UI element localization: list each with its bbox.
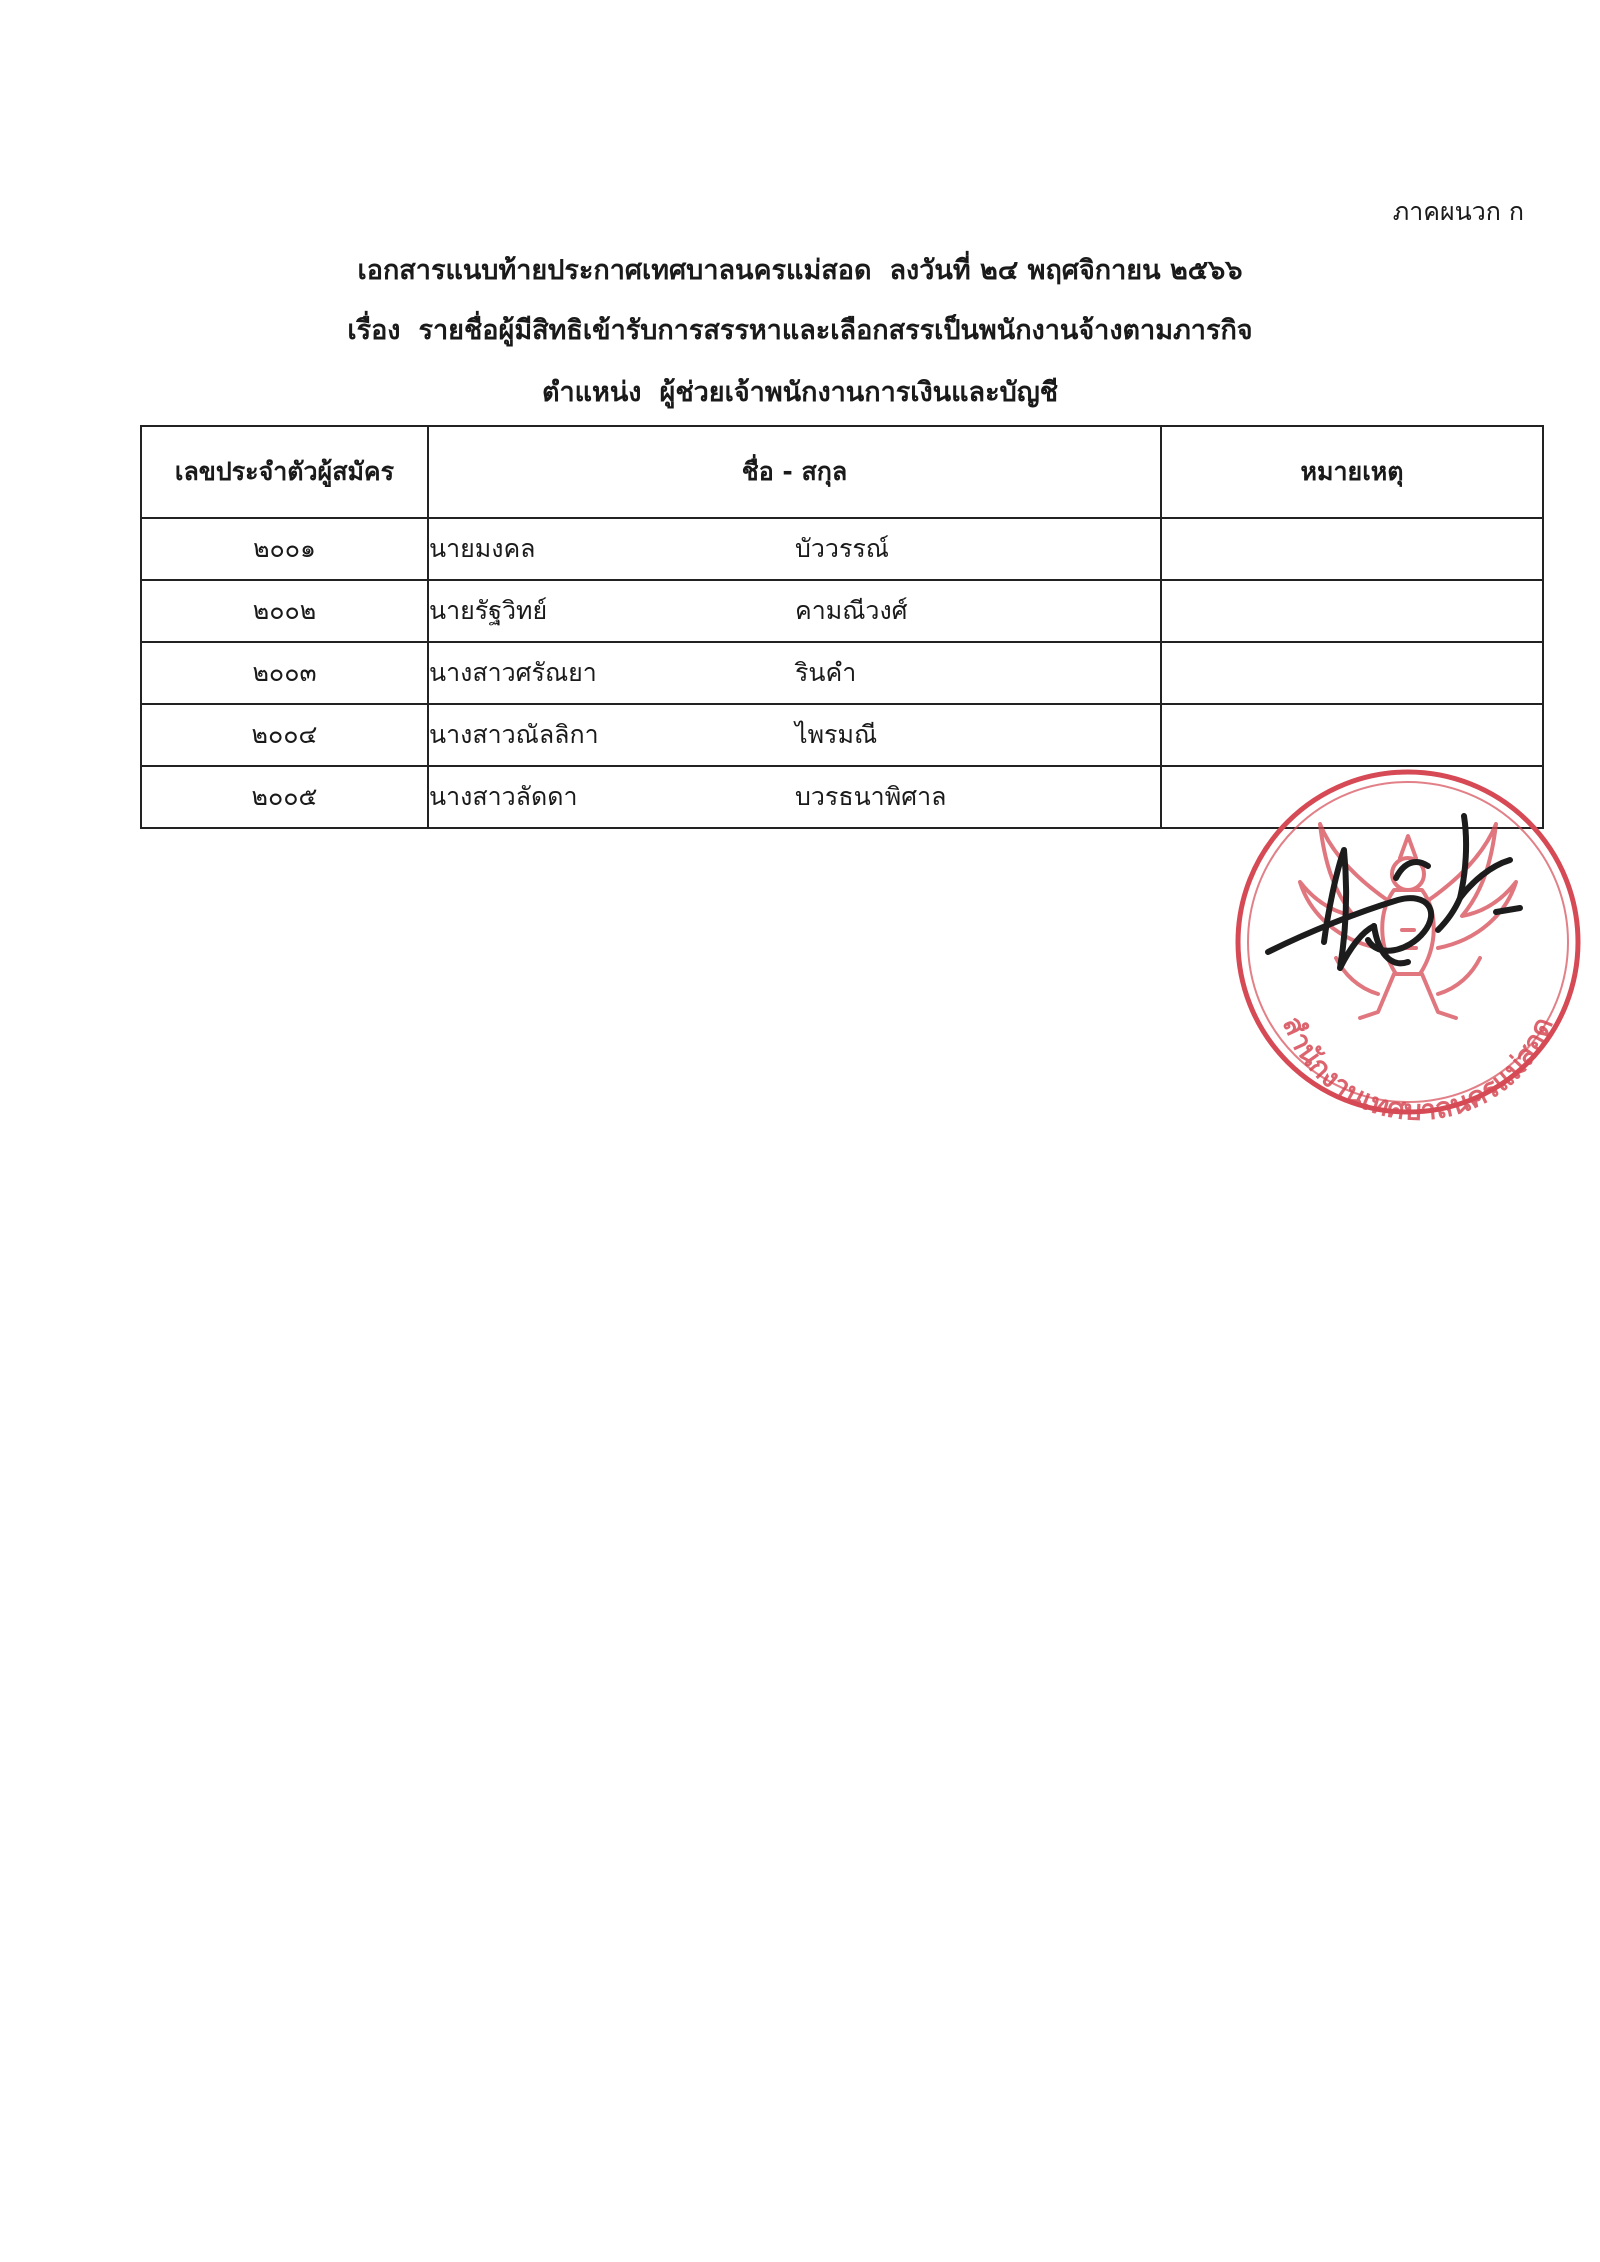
applicant-name — [428, 704, 1161, 766]
applicant-last-name: คามณีวงศ์ — [795, 596, 908, 625]
applicant-first-name: นางสาวลัดดา — [429, 782, 578, 811]
table-row — [141, 580, 1543, 642]
document-subject — [0, 308, 1600, 351]
applicant-name — [428, 518, 1161, 580]
table-row — [141, 642, 1543, 704]
applicant-last-name: บัววรรณ์ — [795, 534, 889, 563]
column-header-name: ชื่อ - สกุล — [428, 426, 1161, 518]
title-line1-date: ลงวันที่ ๒๔ พฤศจิกายน ๒๕๖๖ — [889, 255, 1243, 286]
applicant-last-name: รินคำ — [795, 658, 857, 687]
applicant-last-name: บวรธนาพิศาล — [795, 782, 947, 811]
title-line1-left: เอกสารแนบท้ายประกาศเทศบาลนครแม่สอด — [357, 255, 872, 286]
subject-text: รายชื่อผู้มีสิทธิเข้ารับการสรรหาและเลือกสรรเป็นพนักงานจ้างตามภารกิจ — [418, 315, 1253, 346]
column-header-id: เลขประจำตัวผู้สมัคร — [141, 426, 428, 518]
table-row — [141, 518, 1543, 580]
document-title — [0, 248, 1600, 291]
document-position — [0, 370, 1600, 413]
applicant-first-name: นางสาวศรัณยา — [429, 658, 597, 687]
applicant-name — [428, 766, 1161, 828]
applicant-id: ๒๐๐๓ — [141, 642, 428, 704]
applicant-id: ๒๐๐๑ — [141, 518, 428, 580]
table-row — [141, 704, 1543, 766]
applicant-note — [1161, 704, 1543, 766]
table-header-row — [141, 426, 1543, 518]
applicant-name — [428, 642, 1161, 704]
position-text: ผู้ช่วยเจ้าพนักงานการเงินและบัญชี — [659, 377, 1059, 408]
applicant-name — [428, 580, 1161, 642]
applicant-last-name: ไพรมณี — [795, 720, 878, 749]
applicant-note — [1161, 642, 1543, 704]
subject-label: เรื่อง — [347, 315, 401, 346]
seal-text: สำนักงานเทศบาลนครแม่สอด — [1275, 1011, 1560, 1122]
applicant-note — [1161, 518, 1543, 580]
official-seal-icon — [1228, 762, 1588, 1122]
applicant-first-name: นายรัฐวิทย์ — [429, 596, 548, 625]
appendix-label: ภาคผนวก ก — [1392, 197, 1524, 226]
applicant-id: ๒๐๐๔ — [141, 704, 428, 766]
applicant-first-name: นางสาวณัลลิกา — [429, 720, 599, 749]
position-label: ตำแหน่ง — [541, 377, 642, 408]
applicant-id: ๒๐๐๒ — [141, 580, 428, 642]
applicant-id: ๒๐๐๕ — [141, 766, 428, 828]
applicant-first-name: นายมงคล — [429, 534, 536, 563]
applicant-note — [1161, 580, 1543, 642]
column-header-note: หมายเหตุ — [1161, 426, 1543, 518]
